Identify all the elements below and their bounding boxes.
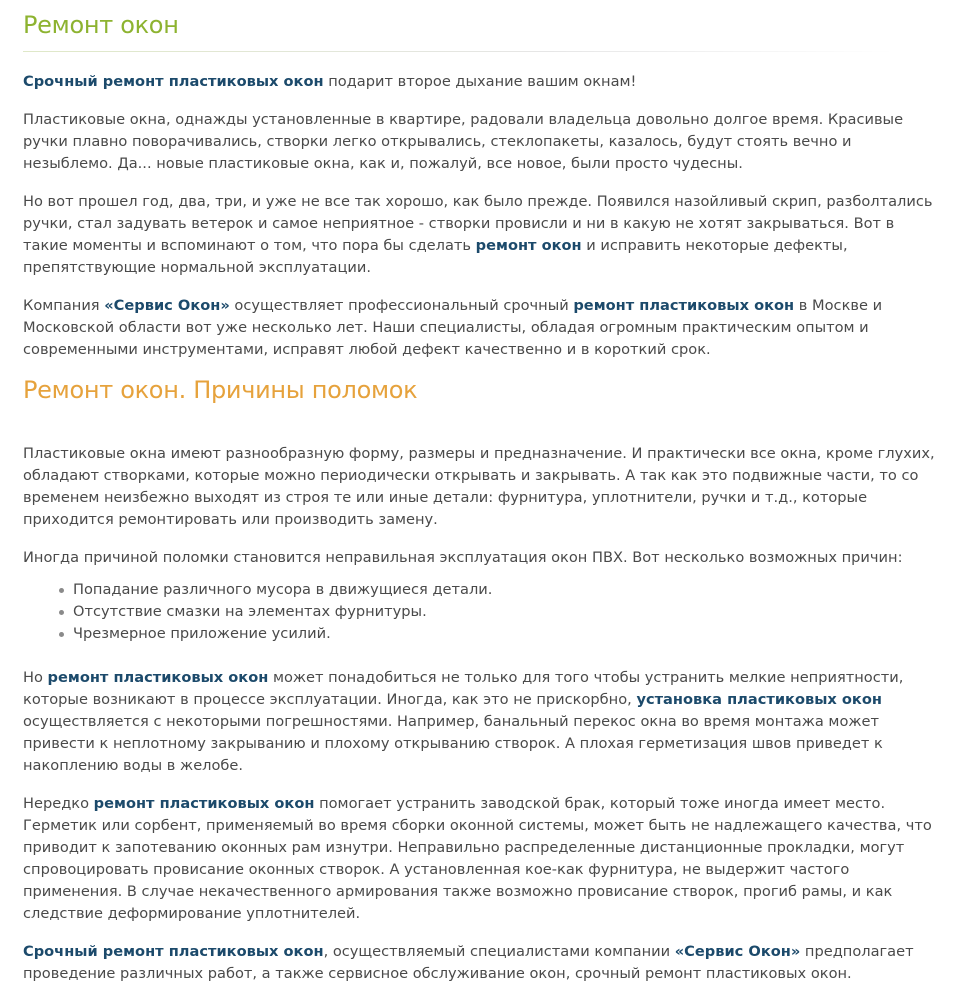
paragraph-text: осуществляется с некоторыми погрешностями. Например, банальный перекос окна во время монтажа может привести к неплотному закрыванию и плохому открыванию створок. А плохая герметизация швов приведет к накоплению воды в желобе.	[23, 713, 883, 774]
intro-text: подарит второе дыхание вашим окнам!	[323, 73, 637, 90]
keyword-company-name: «Сервис Окон»	[674, 943, 801, 960]
paragraph-text: Компания	[23, 297, 105, 314]
keyword-window-installation: установка пластиковых окон	[636, 691, 882, 708]
list-item: Чрезмерное приложение усилий.	[73, 623, 935, 645]
paragraph-text: в Москве и Московской области вот уже несколько лет. Наши специалисты, обладая огромным практическим опытом и современными инструментами, исправят любой дефект качественно и в короткий срок.	[23, 297, 883, 358]
paragraph-text: , осуществляемый специалистами компании	[323, 943, 675, 960]
paragraph-text: Иногда причиной поломки становится неправильная эксплуатация окон ПВХ. Вот несколько возможных причин:	[23, 549, 903, 566]
section-heading-causes: Ремонт окон. Причины поломок	[23, 376, 418, 404]
paragraph-window-types	[23, 443, 935, 531]
paragraph-history	[23, 109, 935, 175]
keyword-urgent-repair: Срочный ремонт пластиковых окон	[23, 73, 324, 90]
keyword-company-name: «Сервис Окон»	[104, 297, 230, 314]
keyword-plastic-window-repair: ремонт пластиковых окон	[47, 669, 269, 686]
list-item: Отсутствие смазки на элементах фурнитуры.	[73, 601, 935, 623]
paragraph-text: может понадобиться не только для того чтобы устранить мелкие неприятности, которые возникают в процессе эксплуатации. Иногда, как это не прискорбно,	[23, 669, 904, 708]
page-title: Ремонт окон	[23, 11, 179, 39]
paragraph-causes-intro	[23, 547, 935, 569]
paragraph-text: Но	[23, 669, 48, 686]
paragraph-text: Пластиковые окна имеют разнообразную форму, размеры и предназначение. И практически все окна, кроме глухих, обладают створками, которые можно периодически открывать и закрывать. А так как это подвижные части, то со временем неизбежно выходят из строя те или иные детали: фурнитура, уплотнители, ручки и т.д., которые приходится ремонтировать или производить замену.	[23, 445, 935, 528]
paragraph-text: Нередко	[23, 795, 94, 812]
paragraph-defects	[23, 793, 935, 925]
keyword-urgent-repair: Срочный ремонт пластиковых окон	[23, 943, 324, 960]
paragraph-text: осуществляет профессиональный срочный	[229, 297, 574, 314]
keyword-window-repair: ремонт окон	[475, 237, 582, 254]
paragraph-conclusion	[23, 941, 935, 985]
keyword-plastic-window-repair: ремонт пластиковых окон	[573, 297, 795, 314]
paragraph-text: помогает устранить заводской брак, который тоже иногда имеет место. Герметик или сорбент, применяемый во время сборки оконной системы, может быть не надлежащего качества, что приводит к запотеванию оконных рам изнутри. Неправильно распределенные дистанционные прокладки, могут спровоцировать провисание оконных створок. А установленная кое-как фурнитура, не выдержит частого применения. В случае некачественного армирования также возможно провисание створок, прогиб рамы, и как следствие деформирование уплотнителей.	[23, 795, 932, 922]
list-item: Попадание различного мусора в движущиеся детали.	[73, 579, 935, 601]
paragraph-text: Пластиковые окна, однажды установленные в квартире, радовали владельца довольно долгое время. Красивые ручки плавно поворачивались, створки легко открывались, стеклопакеты, казалось, будут стоять вечно и незыблемо. Да... новые пластиковые окна, как и, пожалуй, все новое, были просто чудесны.	[23, 111, 904, 172]
paragraph-problems	[23, 191, 935, 279]
paragraph-text: и исправить некоторые дефекты, препятствующие нормальной эксплуатации.	[23, 237, 848, 276]
paragraph-text: предполагает проведение различных работ, а также сервисное обслуживание окон, срочный ремонт пластиковых окон.	[23, 943, 914, 982]
causes-list	[23, 579, 935, 645]
intro-paragraph	[23, 71, 935, 93]
keyword-plastic-window-repair: ремонт пластиковых окон	[93, 795, 315, 812]
paragraph-company	[23, 295, 935, 361]
paragraph-text: Но вот прошел год, два, три, и уже не все так хорошо, как было прежде. Появился назойливый скрип, разболтались ручки, стал задувать ветерок и самое неприятное - створки провисли и ни в какую не хотят закрываться. Вот в такие моменты и вспоминают о том, что пора бы сделать	[23, 193, 933, 254]
paragraph-installation	[23, 667, 935, 777]
title-divider	[23, 51, 895, 52]
